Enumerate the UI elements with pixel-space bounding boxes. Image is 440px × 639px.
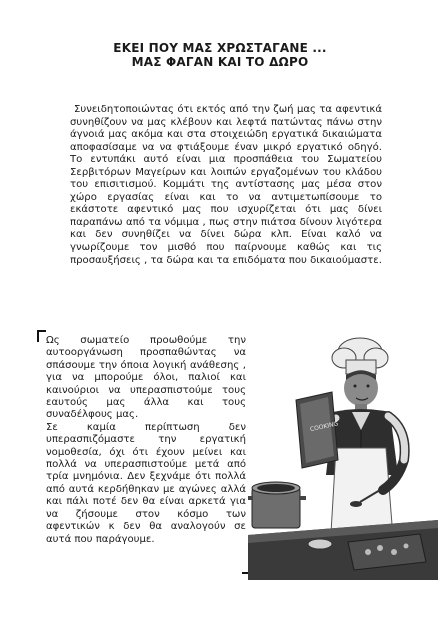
title-line-1: ΕΚΕΙ ΠΟΥ ΜΑΣ ΧΡΩΣΤΑΓΑΝΕ ...: [113, 41, 327, 55]
intro-section: [70, 104, 382, 267]
bowl-icon: [308, 539, 332, 549]
intro-paragraph: Συνειδητοποιώντας ότι εκτός από την ζωή μας τα αφεντικά συνηθίζουν να μας κλέβουν και λεφτά πατώντας πάνω στην άγνοιά μας ακόμα και στα στοιχειώδη εργατικά δικαιώματα αποφασίσαμε να να φτιάξουμε έναν μικρό εργατικό οδηγό. Το εντυπάκι αυτό είναι μια προσπάθεια του Σωματείου Σερβιτόρων Μαγείρων και λοιπών εργαζομένων του κλάδου του επισιτισμού. Κομμάτι της αντίστασης μας μέσα στον χώρο εργασίας είναι και το να αντιμετωπίσουμε το εκάστοτε αφεντικό μας που ισχυρίζεται ότι μας δίνει παραπάνω από τα νόμιμα , πως στην πιάτσα δίνουν λιγότερα και δεν συνηθίζει να δίνει δώρα κλπ. Είναι καλό να γνωρίζουμε τον μισθό που παίρνουμε καθώς και τις προσαυξήσεις , τα δώρα και τα επιδόματα που δικαιούμαστε.: [70, 104, 382, 266]
side-paragraph-2: Σε καμία περίπτωση δεν υπερασπιζόμαστε την εργατική νομοθεσία, όχι ότι έχουν μείνει και πολλά να υπερασπιστούμε μετά από τρία μνημόνια. Δεν ξεχνάμε ότι πολλά από αυτά κερδήθηκαν με αγώνες αλλά και πάλι ποτέ δεν θα είναι αρκετά για να ζήσουμε στον κόσμο των αφεντικών κ δεν θα αναλογούν σε αυτά που παράγουμε.: [46, 421, 246, 545]
bracket-top-left: [37, 330, 46, 342]
title-line-2: ΜΑΣ ΦΑΓΑΝ ΚΑΙ ΤΟ ΔΩΡΟ: [131, 55, 309, 69]
chef-hat-icon: [332, 338, 388, 374]
pot-icon: [248, 482, 306, 528]
book-icon: [296, 392, 339, 468]
book-cover-text: COOKING: [309, 420, 339, 434]
page-title: [0, 41, 440, 69]
chef-head: [344, 370, 378, 406]
side-text-block: [46, 335, 246, 546]
side-paragraph-1: Ως σωματείο προωθούμε την αυτοοργάνωση προσπαθώντας να σπάσουμε την όποια λογική ανάθεσης , για να μπορούμε όλοι, παλιοί και καινούριοι να υπερασπιστούμε τους εαυτούς μας άλλα και τους συναδέλφους μας.: [46, 335, 246, 421]
chef-illustration: [248, 330, 438, 580]
